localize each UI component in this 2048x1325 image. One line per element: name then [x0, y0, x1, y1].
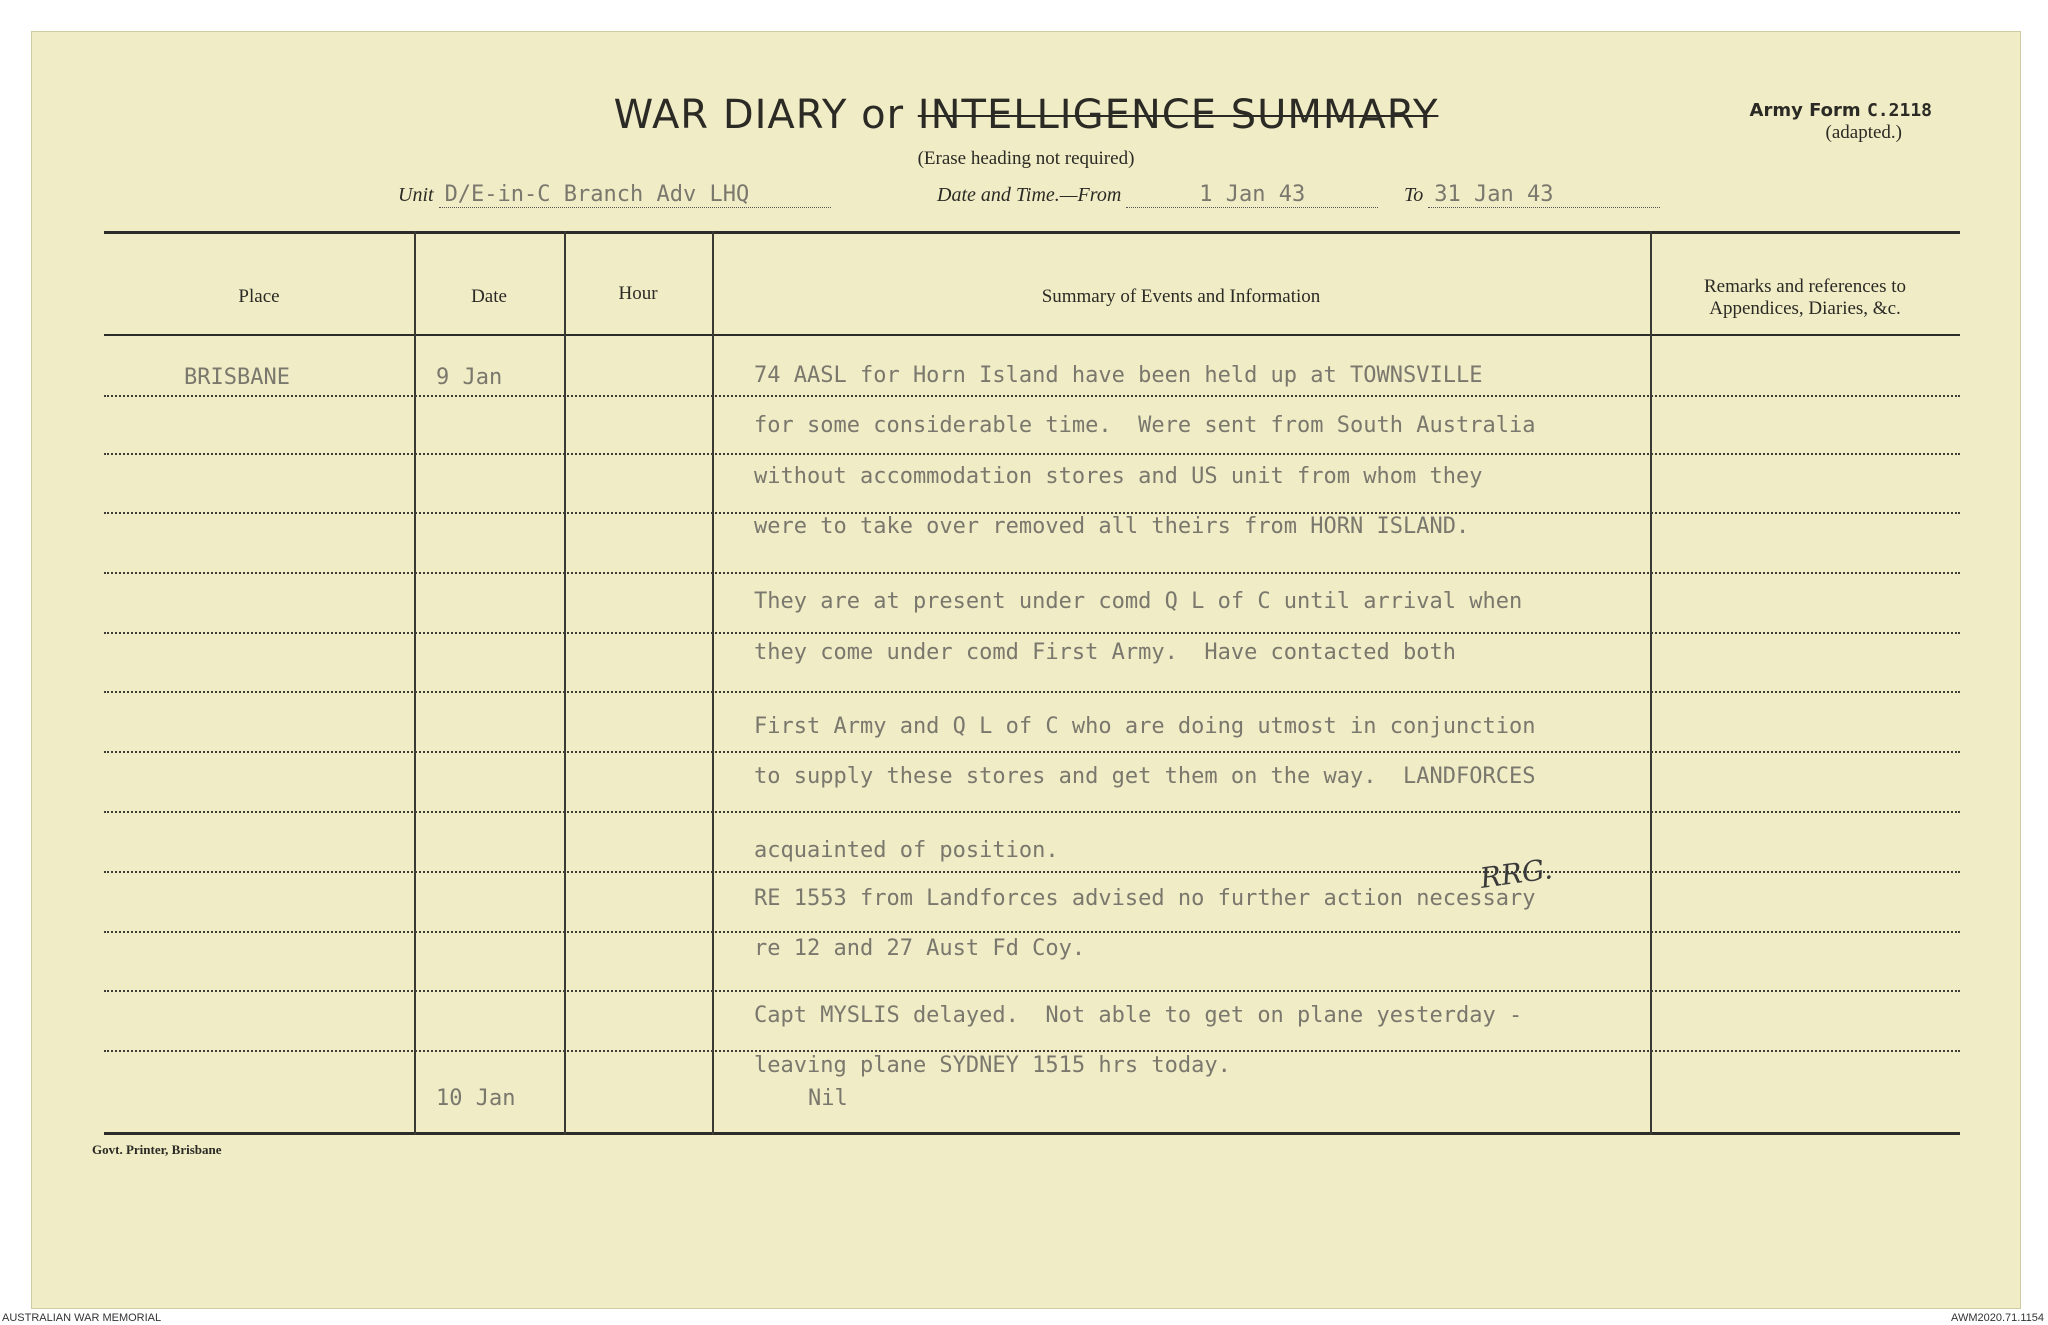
ruled-line — [104, 395, 1960, 397]
ruled-line — [104, 1050, 1960, 1052]
entry-line: for some considerable time. Were sent from South Australia — [754, 413, 1536, 438]
entry-line: They are at present under comd Q L of C until arrival when — [754, 589, 1523, 614]
army-form-label: Army Form — [1749, 100, 1861, 121]
entry-line: without accommodation stores and US unit from whom they — [754, 464, 1483, 489]
ruled-line — [104, 632, 1960, 634]
title-main: WAR DIARY or — [613, 92, 905, 138]
column-header-remarks — [1650, 276, 1960, 320]
date-to-value: 31 Jan 43 — [1428, 182, 1660, 208]
form-title — [32, 92, 2020, 138]
title-struck: INTELLIGENCE SUMMARY — [917, 92, 1439, 138]
ruled-line — [104, 691, 1960, 693]
unit-label: Unit — [398, 184, 434, 206]
date-from-label: Date and Time.—From — [937, 184, 1122, 206]
footer-accession: AWM2020.71.1154 — [1951, 1312, 2044, 1324]
army-form-note: (adapted.) — [1825, 122, 1902, 143]
column-header-summary: Summary of Events and Information — [1041, 286, 1321, 307]
entry-line: they come under comd First Army. Have contacted both — [754, 640, 1456, 665]
diary-table — [104, 231, 1960, 1135]
entry-line: Capt MYSLIS delayed. Not able to get on plane yesterday - — [754, 1003, 1523, 1028]
divider-summary-remarks — [1650, 231, 1652, 1135]
entry-line: to supply these stores and get them on the way. LANDFORCES — [754, 764, 1536, 789]
ruled-line — [104, 990, 1960, 992]
date-from-value: 1 Jan 43 — [1126, 182, 1378, 208]
form-subtitle: (Erase heading not required) — [917, 148, 1135, 169]
army-form-code: C.2118 — [1866, 100, 1932, 121]
column-header-date: Date — [471, 286, 507, 307]
army-form-number — [1750, 100, 1932, 121]
entry-nil: Nil — [808, 1086, 848, 1111]
entry-line: leaving plane SYDNEY 1515 hrs today. — [754, 1053, 1231, 1078]
table-top-rule — [104, 231, 1960, 234]
divider-hour-summary — [712, 231, 714, 1135]
printer-credit: Govt. Printer, Brisbane — [92, 1142, 222, 1157]
header-bottom-rule — [104, 334, 1960, 336]
handwritten-initials: RRG. — [1478, 852, 1555, 895]
column-header-hour: Hour — [618, 283, 658, 304]
entry-date: 9 Jan — [436, 365, 503, 390]
divider-place-date — [414, 231, 416, 1135]
remarks-header-line-2: Appendices, Diaries, &c. — [1709, 298, 1901, 319]
ruled-line — [104, 453, 1960, 455]
ruled-line — [104, 811, 1960, 813]
date-to-label: To — [1404, 184, 1424, 206]
entry-line: RE 1553 from Landforces advised no further action necessary — [754, 886, 1536, 911]
ruled-line — [104, 871, 1960, 873]
entry-date: 10 Jan — [436, 1086, 516, 1111]
column-header-place: Place — [238, 286, 280, 307]
date-to-field — [1404, 182, 1660, 222]
ruled-line — [104, 931, 1960, 933]
remarks-header-line-1: Remarks and references to — [1703, 276, 1907, 297]
entry-place: BRISBANE — [184, 365, 290, 390]
unit-value: D/E-in-C Branch Adv LHQ — [439, 182, 831, 208]
entry-line: First Army and Q L of C who are doing utmost in conjunction — [754, 714, 1536, 739]
entry-line: 74 AASL for Horn Island have been held up at TOWNSVILLE — [754, 363, 1483, 388]
entry-line: re 12 and 27 Aust Fd Coy. — [754, 936, 1086, 961]
ruled-line — [104, 751, 1960, 753]
diary-sheet — [32, 32, 2020, 1308]
ruled-line — [104, 572, 1960, 574]
date-from-field — [937, 182, 1378, 222]
entry-line: acquainted of position. — [754, 838, 1059, 863]
divider-date-hour — [564, 231, 566, 1135]
table-bottom-rule — [104, 1132, 1960, 1135]
unit-field — [398, 182, 831, 222]
entry-line: were to take over removed all theirs from HORN ISLAND. — [754, 514, 1470, 539]
footer-source: AUSTRALIAN WAR MEMORIAL — [2, 1312, 162, 1324]
